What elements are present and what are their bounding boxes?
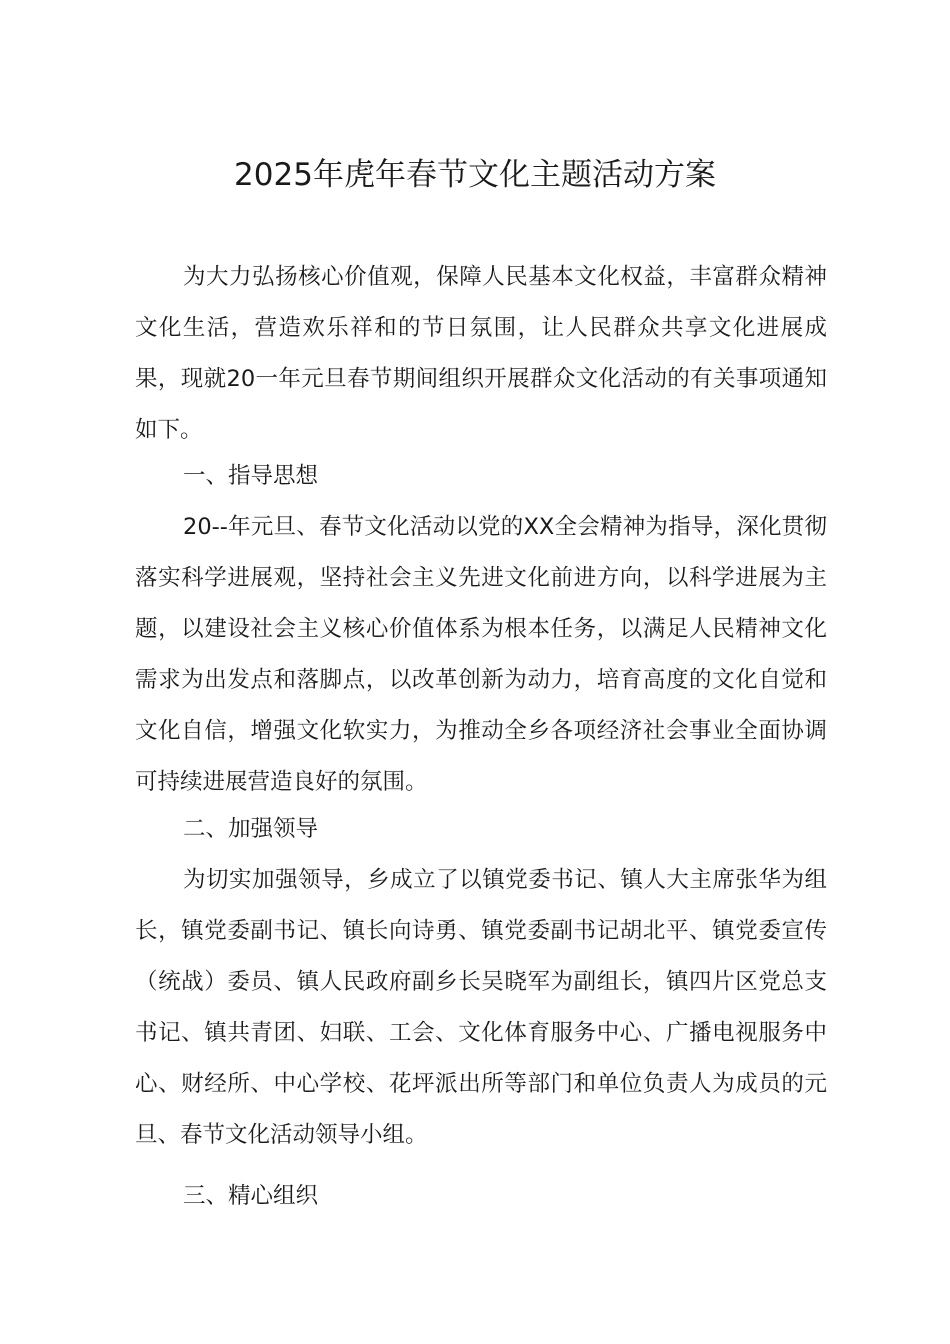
section-heading-organization: 三、精心组织 [183,1183,319,1209]
section-heading-leadership: 二、加强领导 [183,816,319,842]
intro-paragraph: 为大力弘扬核心价值观，保障人民基本文化权益，丰富群众精神文化生活，营造欢乐祥和的节日氛围，让人民群众共享文化进展成果，现就20一年元旦春节期间组织开展群众文化活动的有关事项通知如下。 [135,264,827,443]
section-body-leadership: 为切实加强领导，乡成立了以镇党委书记、镇人大主席张华为组长，镇党委副书记、镇长向诗勇、镇党委副书记胡北平、镇党委宣传（统战）委员、镇人民政府副乡长吴晓军为副组长，镇四片区党总支书记、镇共青团、妇联、工会、文化体育服务中心、广播电视服务中心、财经所、中心学校、花坪派出所等部门和单位负责人为成员的元旦、春节文化活动领导小组。 [135,867,827,1148]
document-title: 2025年虎年春节文化主题活动方案 [234,157,716,193]
section-body-guiding-ideology: 20--年元旦、春节文化活动以党的XX全会精神为指导，深化贯彻落实科学进展观，坚持社会主义先进文化前进方向，以科学进展为主题，以建设社会主义核心价值体系为根本任务，以满足人民精神文化需求为出发点和落脚点，以改革创新为动力，培育高度的文化自觉和文化自信，增强文化软实力，为推动全乡各项经济社会事业全面协调可持续进展营造良好的氛围。 [135,514,827,795]
section-heading-guiding-ideology: 一、指导思想 [183,463,319,489]
